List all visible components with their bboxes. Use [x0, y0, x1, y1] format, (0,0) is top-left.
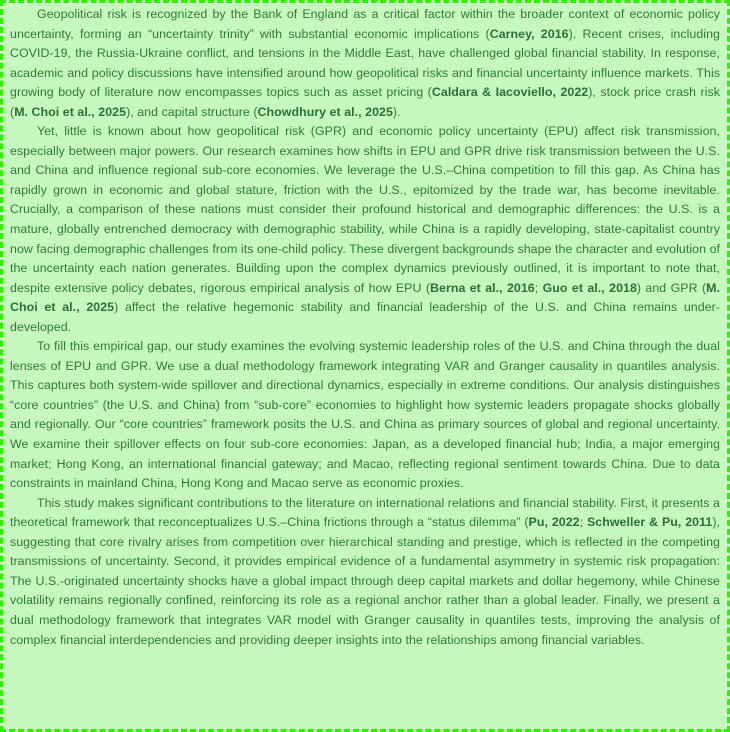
document-text-body — [3, 3, 727, 729]
paragraph — [10, 337, 720, 493]
paragraph — [10, 122, 720, 337]
citation-reference: M. Choi et al., 2025 — [10, 280, 720, 315]
text-run: ). Recent crises, including COVID-19, the Russia-Ukraine conflict, and tensions in the Middle East, have challenged global financial stability. In response, academic and policy discussions have intensified around how geopolitical risks and financial uncertainty influence markets. This growing body of literature now encompasses topics such as asset pricing ( — [10, 26, 720, 100]
citation-reference: Pu, 2022 — [528, 515, 580, 530]
text-run: Yet, little is known about how geopolitical risk (GPR) and economic policy uncertainty (EPU) affect risk transmission, especially between major powers. Our research examines how shifts in EPU and GPR drive risk transmission between the U.S. and China and influence regional sub-core economies. We leverage the U.S.–China competition to fill this gap. As China has rapidly grown in economic and global stature, friction with the U.S., epitomized by the trade war, has become inevitable. Crucially, a comparison of these nations must consider their profound historical and demographic differences: the U.S. is a mature, globally entrenched democracy with demographic stability, while China is a rapidly developing, state-capitalist country now facing demographic challenges from its one-child policy. These divergent backgrounds shape the character and evolution of the uncertainty each nation generates. Building upon the complex dynamics previously outlined, it is important to note that, despite extensive policy debates, rigorous empirical analysis of how EPU ( — [10, 124, 720, 295]
citation-reference: Carney, 2016 — [489, 26, 569, 41]
text-run: ), and capital structure ( — [126, 104, 258, 119]
text-run: ; — [534, 280, 543, 295]
paragraph — [10, 5, 720, 122]
text-run: This study makes significant contributions to the literature on international relations and financial stability. First, it presents a theoretical framework that reconceptualizes U.S.–China frictions through a “status dilemma” ( — [10, 495, 720, 530]
text-run: To fill this empirical gap, our study examines the evolving systemic leadership roles of the U.S. and China through the dual lenses of EPU and GPR. We use a dual methodology framework integrating VAR and Granger causality in quantiles analysis. This captures both system-wide spillover and directional dynamics, especially in extreme conditions. Our analysis distinguishes “core countries” (the U.S. and China) from “sub-core” economies to highlight how systemic leaders propagate shocks globally and regionally. Our “core countries” framework posits the U.S. and China as primary sources of global and regional uncertainty. We examine their spillover effects on four sub-core economies: Japan, as a developed financial hub; India, a major emerging market; Hong Kong, an international financial gateway; and Macao, reflecting regional sentiment towards China. Due to data constraints in mainland China, Hong Kong and Macao serve as economic proxies. — [10, 339, 720, 491]
text-run: ), suggesting that core rivalry arises from competition over hierarchical standing and prestige, which is reflected in the competing transmissions of uncertainty. Second, it provides empirical evidence of a fundamental asymmetry in systemic risk propagation: The U.S.-originated uncertainty shocks have a global impact through deep capital markets and dollar hegemony, while Chinese volatility remains regionally confined, reinforcing its role as a regional anchor rather than a global leader. Finally, we present a dual methodology framework that integrates VAR model with Granger causality in quantiles tests, improving the analysis of complex financial interdependencies and providing deeper insights into the relationships among financial variables. — [10, 515, 720, 647]
text-run: ), stock price crash risk ( — [10, 85, 720, 119]
paragraph — [10, 494, 720, 650]
text-run: ) and GPR ( — [636, 280, 707, 295]
citation-reference: Caldara & Iacoviello, 2022 — [431, 85, 589, 100]
text-run: ; — [579, 515, 587, 530]
citation-reference: M. Choi et al., 2025 — [14, 104, 127, 119]
citation-reference: Schweller & Pu, 2011 — [586, 515, 713, 530]
text-run: Geopolitical risk is recognized by the Bank of England as a critical factor within the broader context of economic policy uncertainty, forming an “uncertainty trinity” with substantial economic implications ( — [10, 7, 720, 41]
citation-reference: Berna et al., 2016 — [430, 280, 535, 295]
citation-reference: Chowdhury et al., 2025 — [257, 104, 393, 119]
citation-reference: Guo et al., 2018 — [542, 280, 637, 295]
text-run: ). — [392, 104, 401, 119]
text-run: ) affect the relative hegemonic stability and financial leadership of the U.S. and China remains under-developed. — [10, 300, 720, 334]
